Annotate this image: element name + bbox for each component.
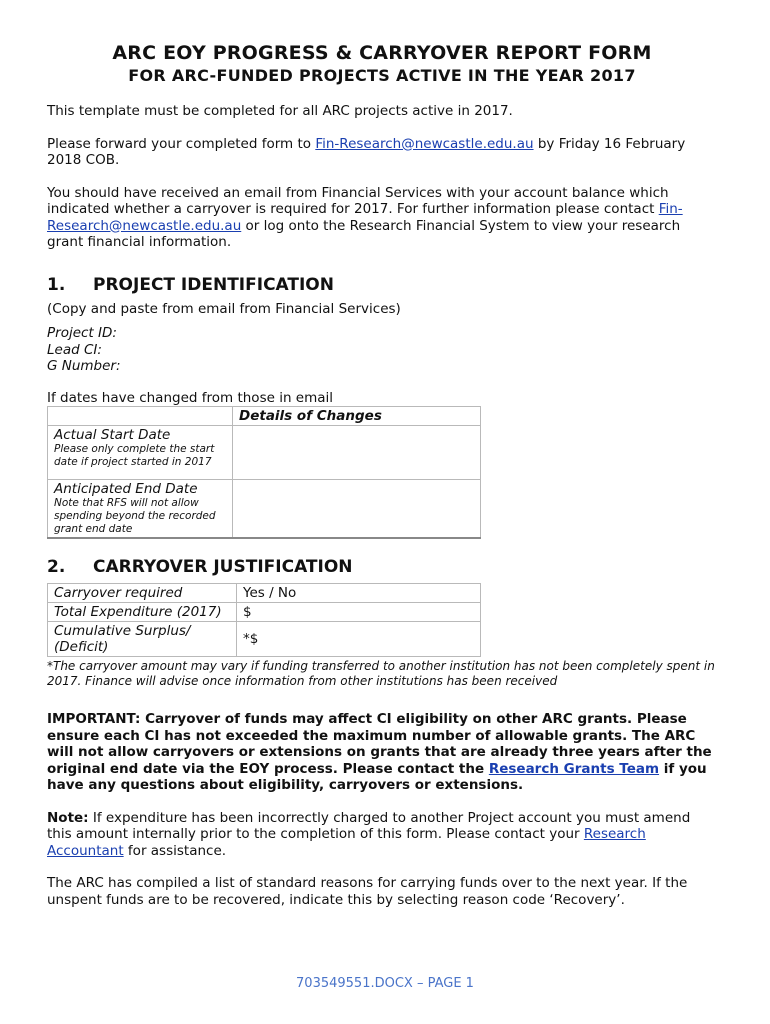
- table-row: [48, 603, 481, 622]
- research-accountant-link[interactable]: Research Accountant: [47, 826, 646, 859]
- section-2-number: 2.: [47, 557, 66, 577]
- anticipated-end-date-input[interactable]: [233, 480, 481, 539]
- table-row: [48, 584, 481, 603]
- section-2-title: CARRYOVER JUSTIFICATION: [93, 557, 353, 577]
- document-subtitle: FOR ARC-FUNDED PROJECTS ACTIVE IN THE YEAR 2017: [128, 66, 636, 85]
- total-expenditure-value[interactable]: $: [237, 603, 481, 622]
- table-row: [48, 480, 481, 539]
- email-note-after: or log onto the Research Financial System to view your research grant financial information.: [47, 217, 681, 250]
- cumulative-surplus-value[interactable]: *$: [237, 622, 481, 657]
- actual-start-date-input[interactable]: [233, 426, 481, 480]
- actual-start-date-label-cell: [48, 426, 233, 480]
- carryover-table: [47, 583, 481, 657]
- table-row: [48, 426, 481, 480]
- document-title: ARC EOY PROGRESS & CARRYOVER REPORT FORM: [112, 42, 652, 64]
- anticipated-end-date-label-cell: [48, 480, 233, 539]
- cumulative-surplus-label: Cumulative Surplus/ (Deficit): [48, 622, 237, 657]
- email-note-before: You should have received an email from Financial Services with your account balance which indicated whether a carryover is required for 2017. For further information please contact: [47, 184, 669, 217]
- note-text-before: If expenditure has been incorrectly charged to another Project account you must amend this amount internally prior to the completion of this form. Please contact your: [47, 809, 691, 842]
- section-2-heading: [47, 557, 717, 577]
- project-id-fields: [47, 325, 717, 375]
- actual-start-date-label: Actual Start Date: [54, 427, 171, 443]
- carryover-required-value[interactable]: Yes / No: [237, 584, 481, 603]
- forward-text-after: by Friday 16 February 2018 COB.: [47, 135, 686, 168]
- page-footer: 703549551.DOCX – PAGE 1: [296, 976, 474, 991]
- anticipated-end-date-note: Note that RFS will not allow spending beyond the recorded grant end date: [54, 497, 216, 535]
- important-notice: [47, 711, 717, 794]
- details-of-changes-header: Details of Changes: [233, 407, 481, 426]
- important-text-after: if you have any questions about eligibility, carryovers or extensions.: [47, 760, 707, 793]
- dates-intro: If dates have changed from those in email: [47, 389, 334, 406]
- email-note-paragraph: [47, 185, 717, 251]
- note-label: Note:: [47, 809, 89, 826]
- carryover-footnote: *The carryover amount may vary if funding transferred to another institution has not been completely spent in 2017. Finance will advise once information from other institutions has been received: [47, 659, 715, 688]
- total-expenditure-label: Total Expenditure (2017): [48, 603, 237, 622]
- fin-research-email-link-2[interactable]: Fin-Research@newcastle.edu.au: [47, 201, 683, 234]
- note-text-after: for assistance.: [123, 842, 227, 859]
- fin-research-email-link[interactable]: Fin-Research@newcastle.edu.au: [315, 135, 534, 152]
- forward-text-before: Please forward your completed form to: [47, 135, 316, 152]
- section-1-number: 1.: [47, 274, 66, 295]
- carryover-required-label: Carryover required: [48, 584, 237, 603]
- section-1-instruction: (Copy and paste from email from Financial Services): [47, 300, 401, 317]
- forward-paragraph: [47, 136, 717, 169]
- reasons-paragraph: The ARC has compiled a list of standard reasons for carrying funds over to the next year. If the unspent funds are to be recovered, indicate this by selecting reason code ‘Recovery’.: [47, 875, 688, 908]
- important-text-before: IMPORTANT: Carryover of funds may affect CI eligibility on other ARC grants. Please ensure each CI has not exceeded the maximum number of allowable grants. The ARC will not allow carryovers or extensions on grants that are already three years after the original end date via the EOY process. Please contact the: [47, 711, 712, 777]
- anticipated-end-date-label: Anticipated End Date: [54, 481, 198, 497]
- project-id-field[interactable]: Project ID:: [47, 325, 117, 341]
- section-1-title: PROJECT IDENTIFICATION: [93, 274, 334, 295]
- date-changes-table: [47, 406, 481, 539]
- table-header-empty: [48, 407, 233, 426]
- table-row: [48, 622, 481, 657]
- document-page: [47, 42, 717, 908]
- note-paragraph: [47, 810, 717, 860]
- intro-text: This template must be completed for all ARC projects active in 2017.: [47, 103, 513, 119]
- research-grants-team-link[interactable]: Research Grants Team: [488, 760, 660, 777]
- section-1-heading: [47, 275, 717, 295]
- g-number-field[interactable]: G Number:: [47, 358, 121, 374]
- actual-start-date-note: Please only complete the start date if project started in 2017: [54, 443, 215, 468]
- lead-ci-field[interactable]: Lead CI:: [47, 341, 102, 358]
